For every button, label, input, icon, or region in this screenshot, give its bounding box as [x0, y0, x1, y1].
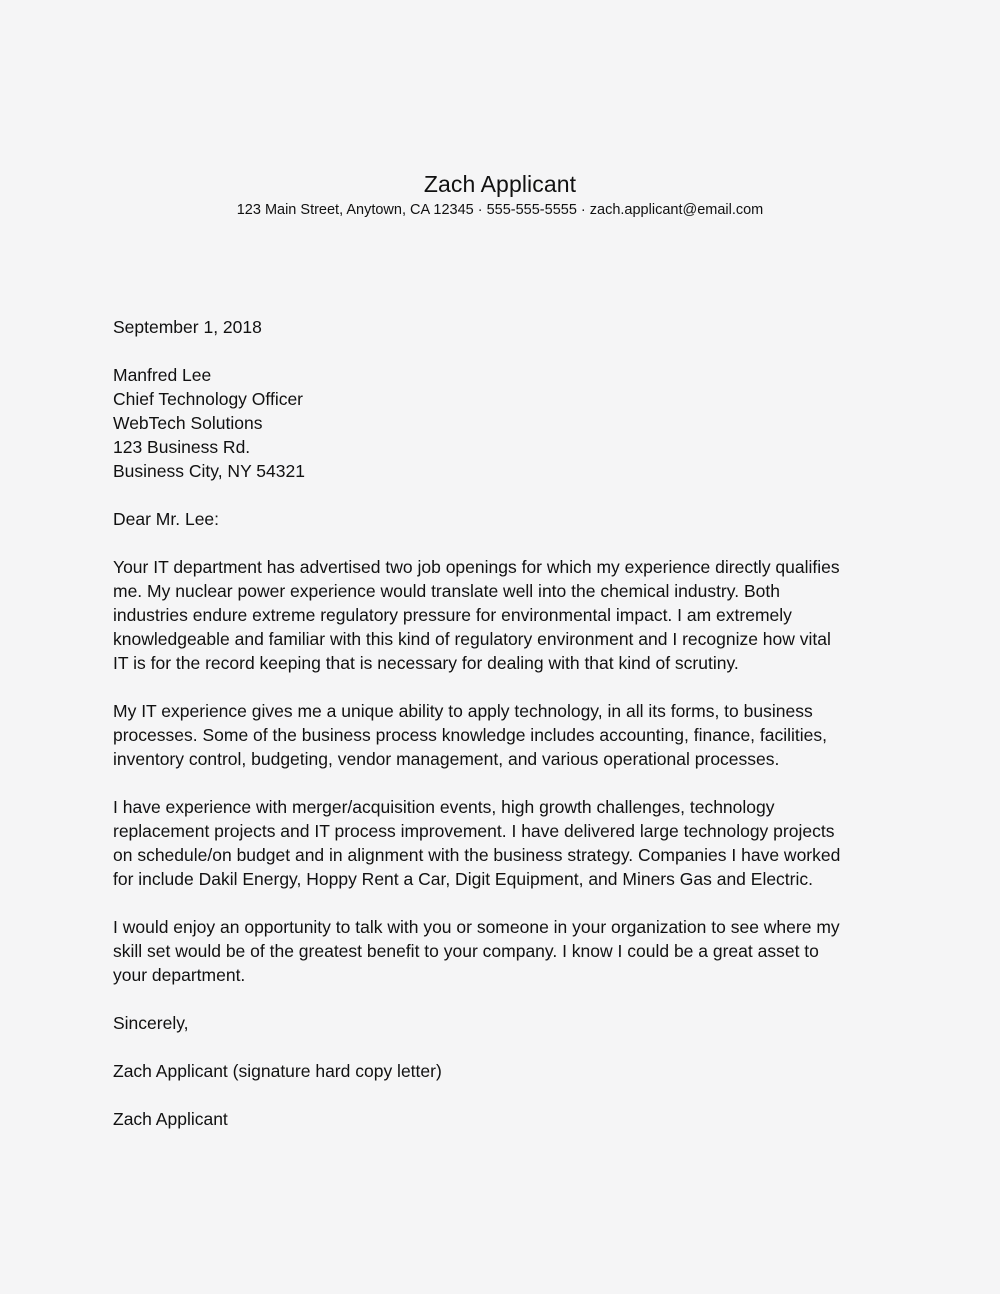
- signer: [113, 1107, 893, 1131]
- recipient-city: Business City, NY 54321: [113, 461, 305, 481]
- spacer: [113, 675, 893, 699]
- recipient-address: [113, 363, 893, 483]
- paragraph-3: [113, 795, 893, 891]
- signature-block: [113, 1059, 893, 1083]
- paragraph-line: inventory control, budgeting, vendor management, and various operational processes.: [113, 749, 780, 769]
- paragraph-line: skill set would be of the greatest benefit to your company. I know I could be a great asset to: [113, 941, 819, 961]
- closing-text: Sincerely,: [113, 1013, 189, 1033]
- paragraph-line: processes. Some of the business process knowledge includes accounting, finance, facilities,: [113, 725, 828, 745]
- date-text: September 1, 2018: [113, 317, 262, 337]
- paragraph-line: me. My nuclear power experience would translate well into the chemical industry. Both: [113, 581, 780, 601]
- letter-body: [113, 315, 893, 1131]
- spacer: [113, 987, 893, 1011]
- recipient-title: Chief Technology Officer: [113, 389, 304, 409]
- signature-note: Zach Applicant (signature hard copy letter): [113, 1061, 442, 1081]
- salutation-text: Dear Mr. Lee:: [113, 509, 220, 529]
- spacer: [113, 891, 893, 915]
- paragraph-line: industries endure extreme regulatory pressure for environmental impact. I am extremely: [113, 605, 792, 625]
- paragraph-line: IT is for the record keeping that is necessary for dealing with that kind of scrutiny.: [113, 653, 739, 673]
- applicant-name-heading: Zach Applicant: [423, 171, 577, 197]
- spacer: [113, 483, 893, 507]
- paragraph-line: My IT experience gives me a unique ability to apply technology, in all its forms, to business: [113, 701, 813, 721]
- spacer: [113, 1035, 893, 1059]
- recipient-company: WebTech Solutions: [113, 413, 263, 433]
- spacer: [113, 1083, 893, 1107]
- paragraph-line: replacement projects and IT process improvement. I have delivered large technology projects: [113, 821, 835, 841]
- letterhead: [0, 170, 1000, 219]
- paragraph-line: Your IT department has advertised two job openings for which my experience directly qualifies: [113, 557, 840, 577]
- spacer: [113, 339, 893, 363]
- paragraph-4: [113, 915, 893, 987]
- paragraph-line: for include Dakil Energy, Hoppy Rent a Car, Digit Equipment, and Miners Gas and Electric.: [113, 869, 813, 889]
- paragraph-line: on schedule/on budget and in alignment with the business strategy. Companies I have worked: [113, 845, 841, 865]
- signer-name: Zach Applicant: [113, 1109, 228, 1129]
- letter-date: [113, 315, 893, 339]
- paragraph-1: [113, 555, 893, 675]
- salutation: [113, 507, 893, 531]
- paragraph-line: I have experience with merger/acquisition events, high growth challenges, technology: [113, 797, 775, 817]
- recipient-name: Manfred Lee: [113, 365, 212, 385]
- contact-info-line: 123 Main Street, Anytown, CA 12345 · 555-555-5555 · zach.applicant@email.com: [236, 202, 764, 218]
- closing: [113, 1011, 893, 1035]
- paragraph-line: knowledgeable and familiar with this kind of regulatory environment and I recognize how vital: [113, 629, 831, 649]
- paragraph-line: your department.: [113, 965, 246, 985]
- recipient-street: 123 Business Rd.: [113, 437, 251, 457]
- spacer: [113, 771, 893, 795]
- spacer: [113, 531, 893, 555]
- paragraph-line: I would enjoy an opportunity to talk with you or someone in your organization to see where my: [113, 917, 840, 937]
- paragraph-2: [113, 699, 893, 771]
